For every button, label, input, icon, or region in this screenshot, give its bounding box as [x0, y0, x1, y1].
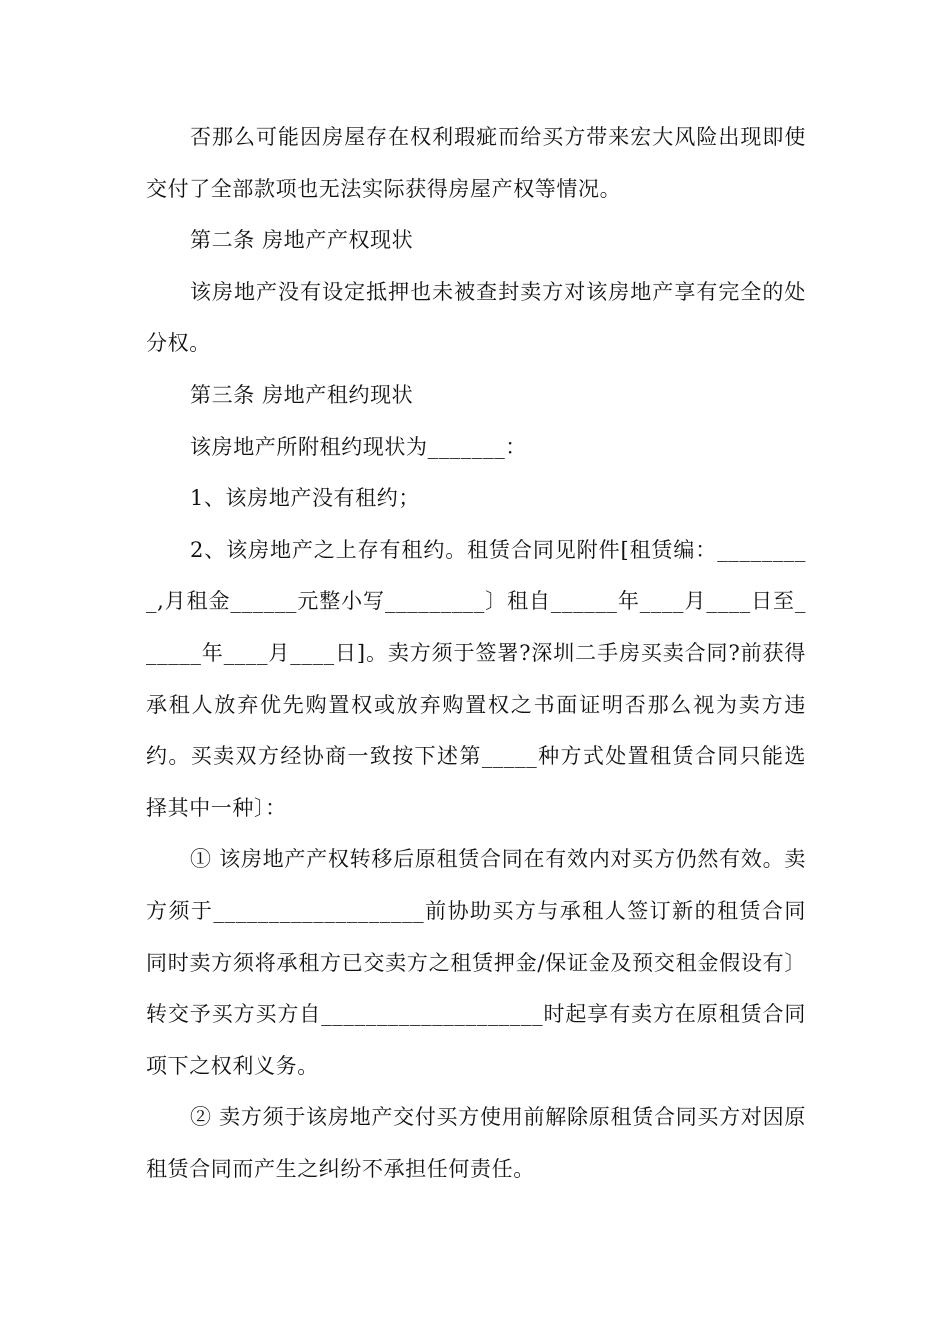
- article-2-heading: 第二条 房地产产权现状: [190, 228, 414, 253]
- paragraph-title-risk: 否那么可能因房屋存在权利瑕疵而给买方带来宏大风险出现即使交付了全部款项也无法实际获得房屋产权等情况。: [146, 125, 806, 201]
- lease-option-2: 2、该房地产之上存有租约。租赁合同见附件[租赁编：_________,月租金______元整小写_________〕租自______年____月____日至______年____月____日]。卖方须于签署?深圳二手房买卖合同?前获得承租人放弃优先购置权或放弃购置权之书面证明否那么视为卖方违约。买卖双方经协商一致按下述第_____种方式处置租赁合同只能选择其中一种〕：: [146, 537, 806, 820]
- article-2-body: 该房地产没有设定抵押也未被查封卖方对该房地产享有完全的处分权。: [146, 279, 806, 356]
- lease-option-1: 1、该房地产没有租约；: [190, 486, 420, 511]
- lease-method-2: ② 卖方须于该房地产交付买方使用前解除原租赁合同买方对因原租赁合同而产生之纠纷不承担任何责任。: [146, 1105, 806, 1181]
- article-3-intro: 该房地产所附租约现状为_______：: [190, 434, 527, 459]
- lease-method-1: ① 该房地产产权转移后原租赁合同在有效内对买方仍然有效。卖方须于___________________前协助买方与承租人签订新的租赁合同同时卖方须将承租方已交卖方之租赁押金/保证金及预交租金假设有〕转交予买方买方自____________________时起享有卖方在原租赁合同项下之权利义务。: [146, 847, 806, 1078]
- document-page: [146, 112, 806, 1195]
- article-3-heading: 第三条 房地产租约现状: [190, 382, 414, 407]
